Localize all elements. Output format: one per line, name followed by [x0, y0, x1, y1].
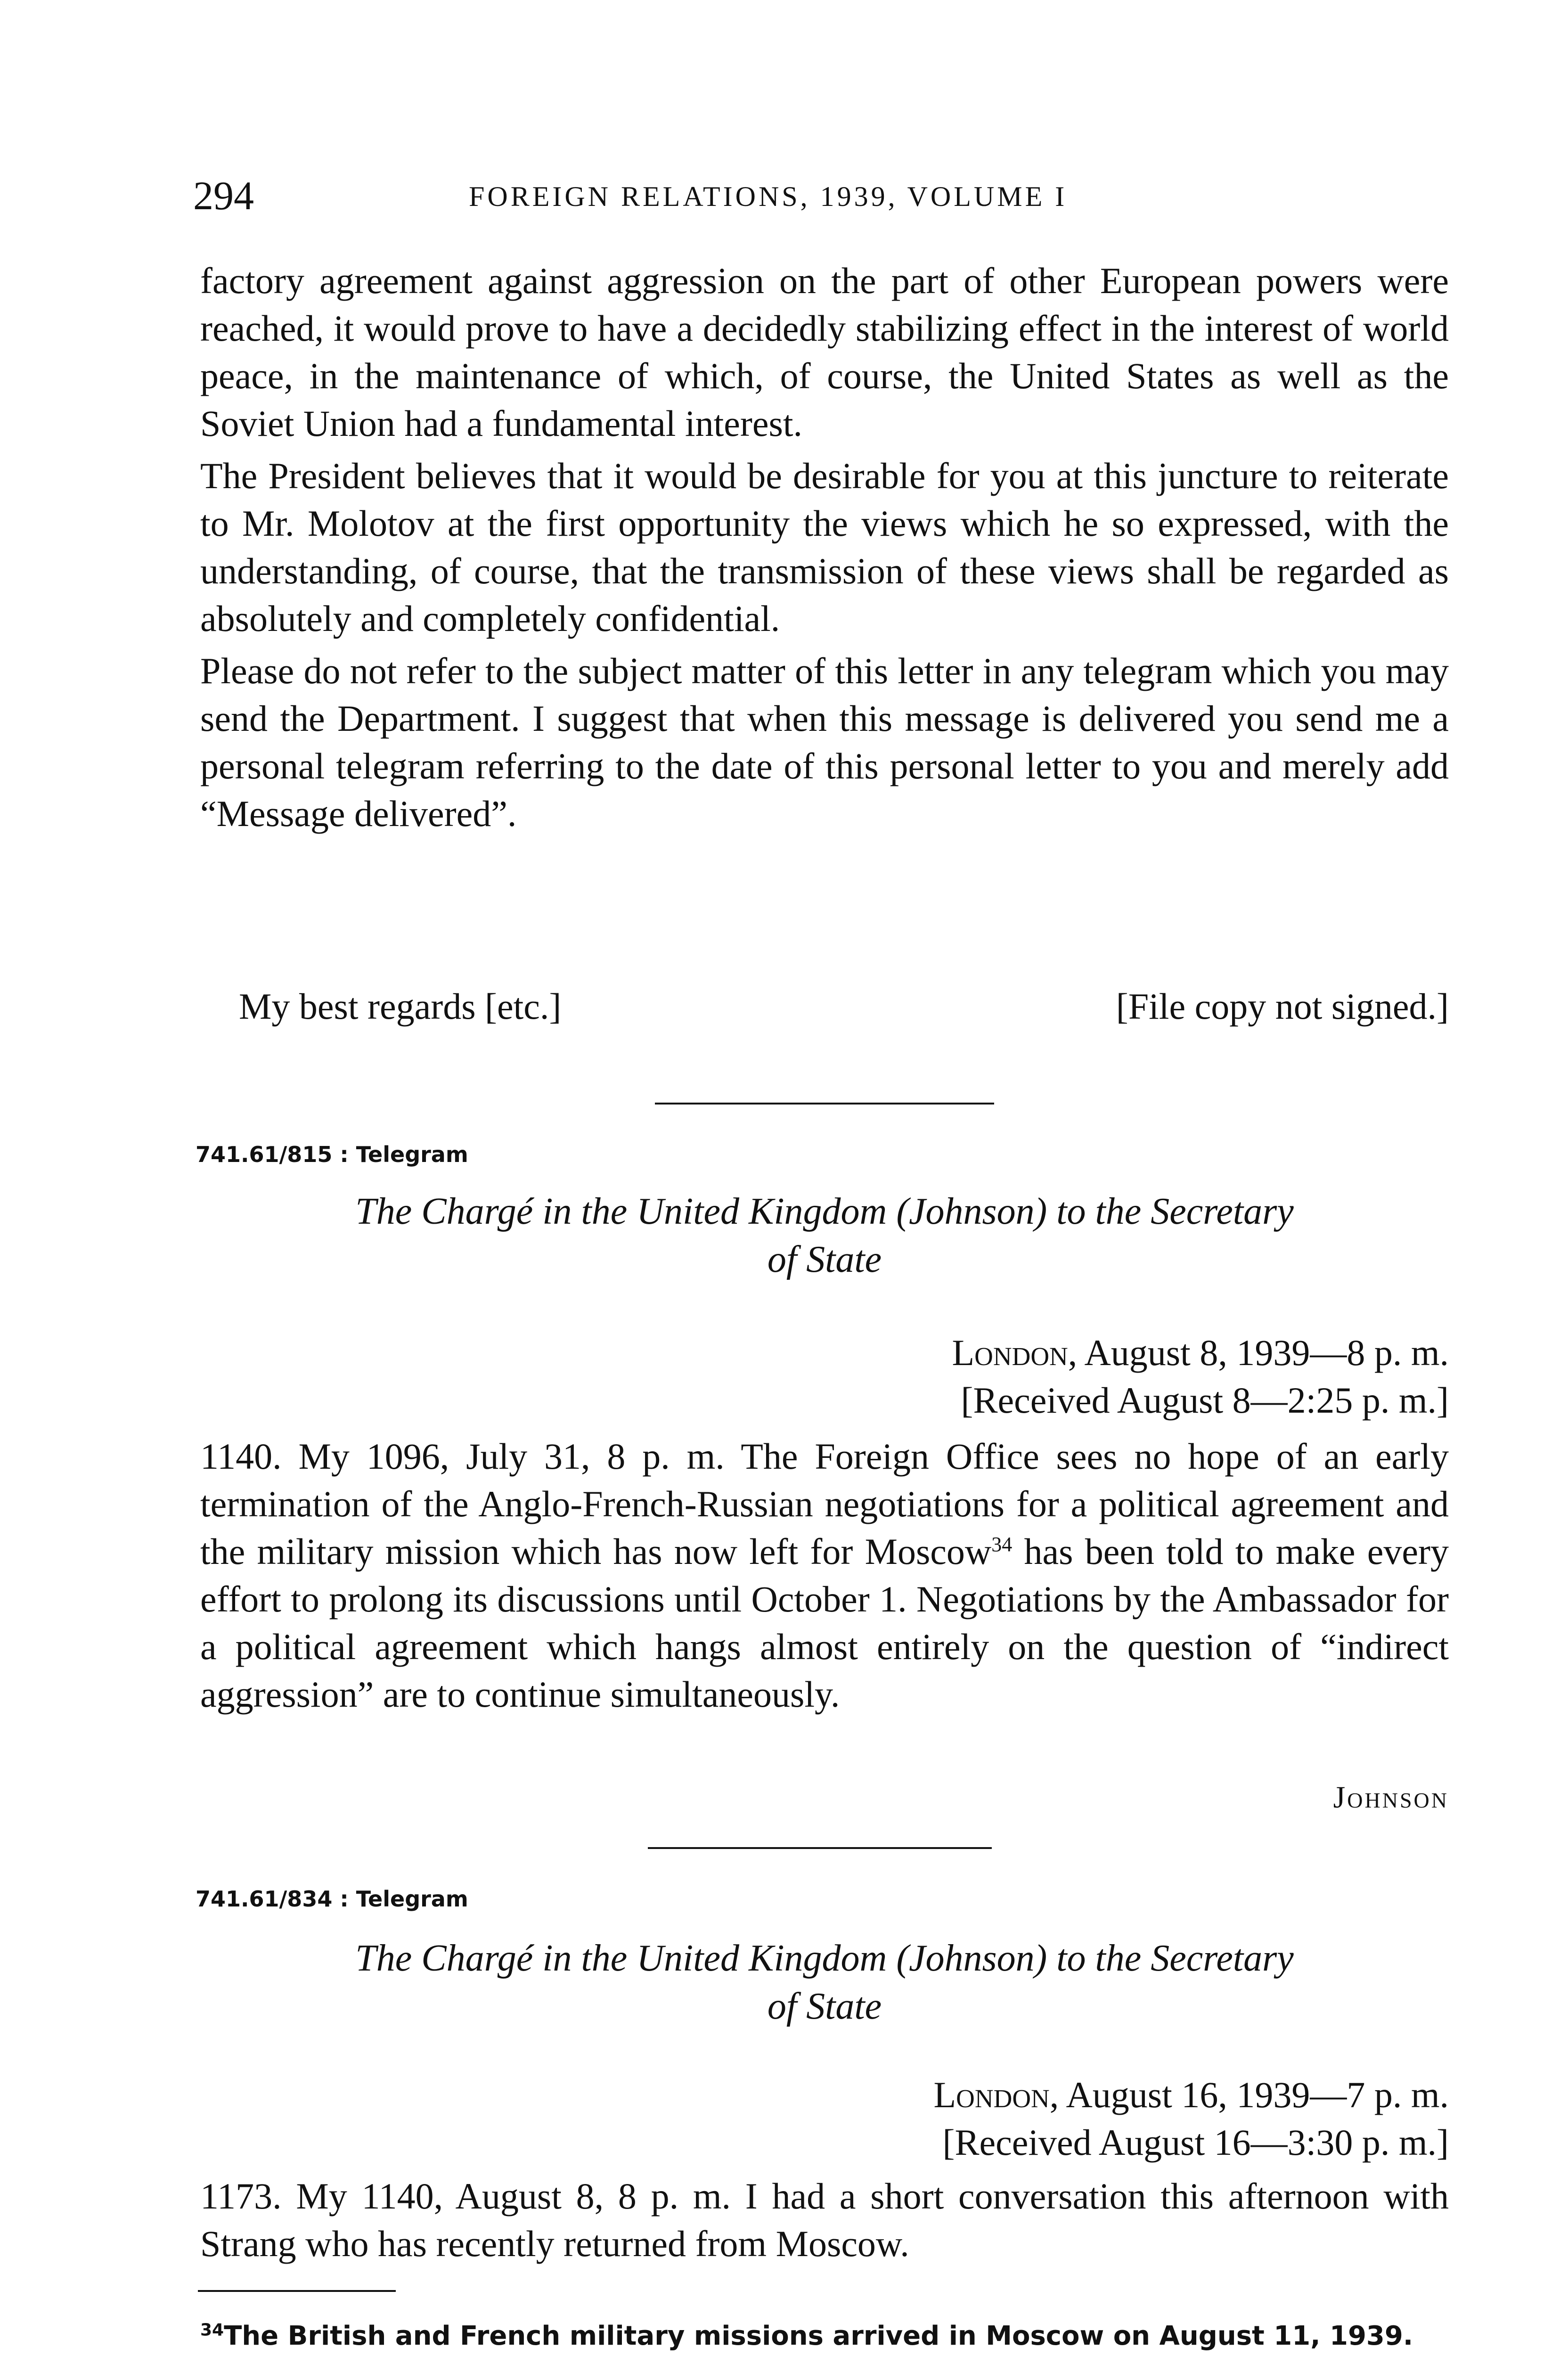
- document-title-line: The Chargé in the United Kingdom (Johnson) to the Secretary: [355, 1938, 1294, 1979]
- section-divider: [648, 1847, 992, 1849]
- telegram-text: My 1096, July 31, 8 p. m. The Foreign Office sees no hope of an early termination of the Anglo-French-Russian negotiations for a political agreement and the military mission which has now left for Moscow: [200, 1436, 1449, 1572]
- file-reference: 741.61/815 : Telegram: [196, 1142, 468, 1167]
- telegram-paragraph: [200, 2172, 1449, 2267]
- telegram-number: 1173.: [200, 2176, 282, 2217]
- running-title: FOREIGN RELATIONS, 1939, VOLUME I: [469, 181, 1068, 212]
- sent-line: [952, 1329, 1449, 1376]
- place-name: London: [933, 2074, 1050, 2115]
- sent-line: [934, 2071, 1449, 2119]
- dateline: [952, 1329, 1449, 1424]
- footnote-number: 34: [200, 2320, 224, 2340]
- date-sent: , August 16, 1939—7 p. m.: [1049, 2074, 1449, 2115]
- footnote-rule: [198, 2290, 396, 2292]
- letter-paragraph-1: factory agreement against aggression on the part of other European powers were reached, it would prove to have a decidedly stabilizing effect in the interest of world peace, in the maintenance of which, of course, the United States as well as the Soviet Union had a fundamental interest.: [200, 260, 1449, 444]
- closing-salutation: My best regards [etc.]: [239, 986, 562, 1027]
- dateline: [934, 2071, 1449, 2166]
- footnote: [200, 2318, 1449, 2354]
- telegram-body: [200, 2172, 1449, 2267]
- telegram-paragraph: [200, 1432, 1449, 1718]
- file-reference: 741.61/834 : Telegram: [196, 1886, 468, 1912]
- footnote-marker: 34: [991, 1533, 1013, 1556]
- letter-paragraph-3: Please do not refer to the subject matter of this letter in any telegram which you may send the Department. I suggest that when this message is delivered you send me a personal telegram referring to the date of this personal letter to you and merely add “Message delivered”.: [200, 650, 1449, 834]
- letter-closing: [200, 982, 1449, 1034]
- file-copy-note: [File copy not signed.]: [1116, 986, 1449, 1027]
- footnote-text: The British and French military missions arrived in Moscow on August 11, 1939.: [224, 2321, 1413, 2351]
- document-title: [200, 1934, 1449, 2030]
- signature: Johnson: [1333, 1780, 1449, 1815]
- telegram-text: has been told to make every effort to prolong its discussions until October 1. Negotiations by the Ambassador for a political agreement which hangs almost entirely on the question of “indirect aggression” are to continue simultaneously.: [200, 1531, 1449, 1715]
- telegram-body: [200, 1432, 1449, 1718]
- letter-body: [200, 257, 1449, 837]
- section-divider: [655, 1103, 994, 1104]
- page-number: 294: [193, 173, 254, 218]
- received-line: [Received August 8—2:25 p. m.]: [961, 1380, 1449, 1421]
- date-sent: , August 8, 1939—8 p. m.: [1068, 1332, 1449, 1373]
- document-title-line: of State: [767, 1239, 882, 1280]
- document-title-line: The Chargé in the United Kingdom (Johnson) to the Secretary: [355, 1191, 1294, 1232]
- received-line: [Received August 16—3:30 p. m.]: [942, 2122, 1449, 2163]
- telegram-text: My 1140, August 8, 8 p. m. I had a short conversation this afternoon with Strang who has recently returned from Moscow.: [200, 2176, 1449, 2264]
- document-title: [200, 1187, 1449, 1284]
- document-title-line: of State: [767, 1986, 882, 2027]
- letter-paragraph-2: The President believes that it would be desirable for you at this juncture to reiterate to Mr. Molotov at the first opportunity the views which he so expressed, with the understanding, of course, that the transmission of these views shall be regarded as absolutely and completely confidential.: [200, 455, 1449, 639]
- running-head: [193, 172, 1451, 224]
- place-name: London: [952, 1332, 1068, 1373]
- telegram-number: 1140.: [200, 1436, 282, 1477]
